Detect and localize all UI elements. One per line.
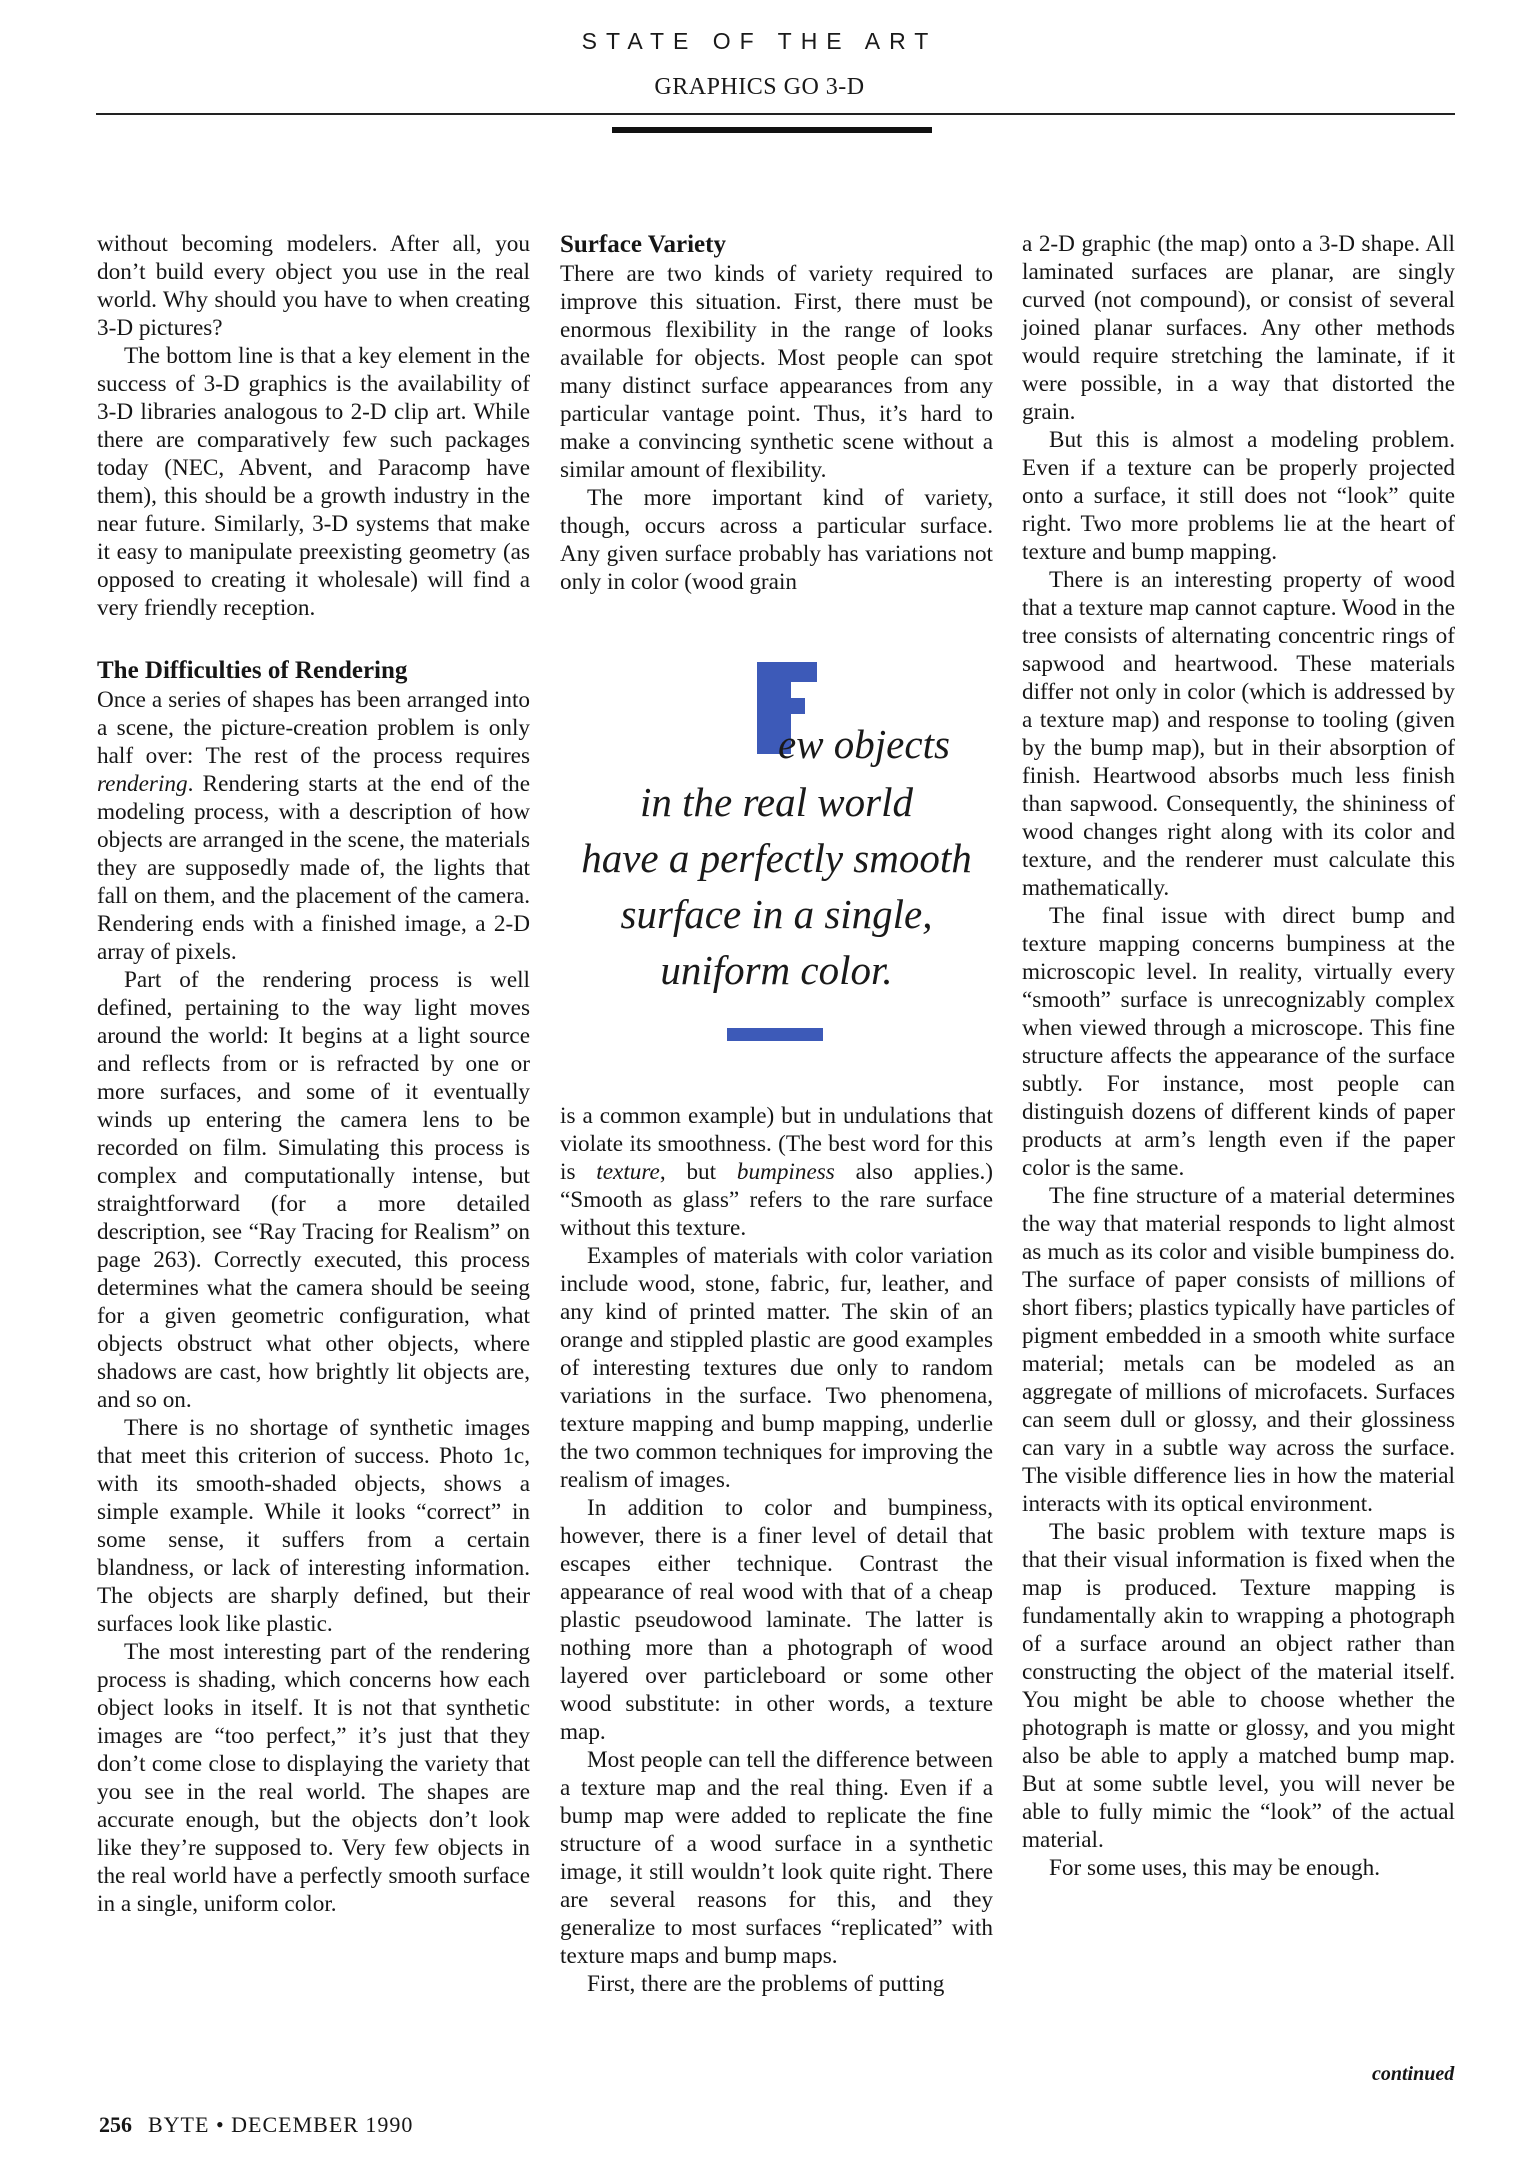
header-rule (96, 113, 1455, 115)
col2-paragraph-5: In addition to color and bumpiness, however, there is a finer level of detail that escapes either technique. Contrast the appearance of real wood with that of a cheap plastic pseudowood laminate. The latter is nothing more than a photograph of wood layered over particleboard or some other wood substitute: in other words, a texture map. (560, 1495, 993, 1745)
header-accent-bar (612, 127, 932, 133)
col1-paragraph-4: Part of the rendering process is well defined, pertaining to the way light moves around the world: It begins at a light source and reflects from or is refracted by one or more surfaces, and some of it eventually winds up entering the camera lens to be recorded on film. Simulating this process is complex and computationally intense, but straightforward (for a more detailed description, see “Ray Tracing for Realism” on page 263). Correctly executed, this process determines what the camera should be seeing for a given geometric configuration, what objects obstruct what other objects, where shadows are cast, how brightly lit objects are, and so on. (97, 967, 530, 1413)
section-kicker: STATE OF THE ART (581, 28, 938, 54)
col1-paragraph-2: The bottom line is that a key element in the success of 3-D graphics is the availability of 3-D libraries analogous to 2-D clip art. While there are comparatively few such packages today (NEC, Abvent, and Paracomp have them), this should be a growth industry in the near future. Similarly, 3-D systems that make it easy to manipulate preexisting geometry (as opposed to creating it wholesale) will find a very friendly reception. (97, 343, 530, 621)
column-3 (1022, 230, 1455, 1882)
column-2-lower (560, 1102, 993, 1998)
col3-paragraph-2: But this is almost a modeling problem. Even if a texture can be properly projected onto a surface, it still does not “look” quite right. Two more problems lie at the heart of texture and bump mapping. (1022, 427, 1455, 565)
article-running-title: GRAPHICS GO 3-D (654, 74, 865, 100)
col3-paragraph-5: The fine structure of a material determines the way that material responds to light almost as much as its color and visible bumpiness do. The surface of paper consists of millions of short fibers; plastics typically have particles of pigment embedded in a smooth white surface material; metals can be modeled as an aggregate of millions of microfacets. Surfaces can seem dull or glossy, and their glossiness can vary in a subtle way across the surface. The visible difference lies in how the material interacts with its optical environment. (1022, 1183, 1455, 1517)
col1-paragraph-6: The most interesting part of the rendering process is shading, which concerns how each object looks in itself. It is not that synthetic images are “too perfect,” it’s just that they don’t come close to displaying the variety that you see in the real world. The shapes are accurate enough, but the objects don’t look like they’re supposed to. Very few objects in the real world have a perfectly smooth surface in a single, uniform color. (97, 1639, 530, 1917)
column-2-upper (560, 230, 993, 596)
col1-paragraph-3: Once a series of shapes has been arranged into a scene, the picture-creation problem is only half over: The rest of the process requires rendering. Rendering starts at the end of the modeling process, with a description of how objects are arranged in the scene, the materials they are supposedly made of, the lights that fall on them, and the placement of the camera. Rendering ends with a finished image, a 2-D array of pixels. (97, 687, 530, 965)
pullquote-line-3: have a perfectly smooth (581, 835, 972, 881)
continued-label: continued (1372, 2063, 1455, 2085)
col2-paragraph-3: is a common example) but in undulations that violate its smoothness. (The best word for this is texture, but bumpiness also applies.) “Smooth as glass” refers to the rare surface without this texture. (560, 1103, 993, 1241)
col1-paragraph-5: There is no shortage of synthetic images that meet this criterion of success. Photo 1c, with its smooth-shaded objects, shows a simple example. While it looks “correct” in some sense, it suffers from a certain blandness, or lack of interesting information. The objects are sharply defined, but their surfaces look like plastic. (97, 1415, 530, 1637)
col3-paragraph-7: For some uses, this may be enough. (1049, 1855, 1381, 1881)
col3-paragraph-1: a 2-D graphic (the map) onto a 3-D shape. All laminated surfaces are planar, are singly curved (not compound), or consist of several joined planar surfaces. Any other methods would require stretching the laminate, if it were possible, in a way that distorted the grain. (1022, 231, 1455, 425)
publication-line: BYTE • DECEMBER 1990 (148, 2112, 414, 2137)
section-heading-surface-variety: Surface Variety (560, 231, 726, 258)
section-heading-rendering: The Difficulties of Rendering (97, 657, 408, 684)
pullquote-line-4: surface in a single, (620, 891, 933, 937)
pullquote-line-2: in the real world (640, 779, 913, 825)
col2-paragraph-7: First, there are the problems of putting (587, 1971, 945, 1997)
col3-paragraph-6: The basic problem with texture maps is that their visual information is fixed when the map is produced. Texture mapping is fundamentally akin to wrapping a photograph of a surface around an object rather than constructing the object of the material itself. You might be able to choose whether the photograph is matte or glossy, and you might also be able to apply a matched bump map. But at some subtle level, you will never be able to fully mimic the “look” of the actual material. (1022, 1519, 1455, 1853)
col2-paragraph-2: The more important kind of variety, though, occurs across a particular surface. Any given surface probably has variations not only in color (wood grain (560, 485, 993, 595)
col1-paragraph-1: without becoming modelers. After all, you don’t build every object you use in the real world. Why should you have to when creating 3-D pictures? (97, 231, 530, 341)
pullquote-accent-bar (727, 1028, 823, 1041)
pullquote-line-5: uniform color. (660, 947, 893, 993)
col2-paragraph-4: Examples of materials with color variation include wood, stone, fabric, fur, leather, and any kind of printed matter. The skin of an orange and stippled plastic are good examples of interesting textures due only to random variations in the surface. Two phenomena, texture mapping and bump mapping, underlie the two common techniques for improving the realism of images. (560, 1243, 993, 1493)
col3-paragraph-4: The final issue with direct bump and texture mapping concerns bumpiness at the microscopic level. In reality, virtually every “smooth” surface is unrecognizably complex when viewed through a microscope. This fine structure affects the appearance of the surface subtly. For instance, most people can distinguish dozens of different kinds of paper products at arm’s length even if the paper color is the same. (1022, 903, 1455, 1181)
col2-paragraph-6: Most people can tell the difference between a texture map and the real thing. Even if a bump map were added to replicate the fine structure of a wood surface in a synthetic image, it still wouldn’t look quite right. There are several reasons for this, and they generalize to most surfaces “replicated” with texture maps and bump maps. (560, 1747, 993, 1969)
page-number: 256 (99, 2112, 132, 2137)
column-1 (97, 230, 530, 1918)
col2-paragraph-1: There are two kinds of variety required to improve this situation. First, there must be enormous flexibility in the range of looks available for objects. Most people can spot many distinct surface appearances from any particular vantage point. Thus, it’s hard to make a convincing synthetic scene without a similar amount of flexibility. (560, 261, 993, 483)
pullquote-line-1: ew objects (778, 721, 950, 767)
page-footer (99, 2112, 413, 2138)
col3-paragraph-3: There is an interesting property of wood that a texture map cannot capture. Wood in the tree consists of alternating concentric rings of sapwood and heartwood. These materials differ not only in color (which is addressed by a texture map) and response to tooling (given by the bump map), but in their absorption of finish. Heartwood absorbs much less finish than sapwood. Consequently, the shininess of wood changes right along with its color and texture, and the renderer must calculate this mathematically. (1022, 567, 1455, 901)
